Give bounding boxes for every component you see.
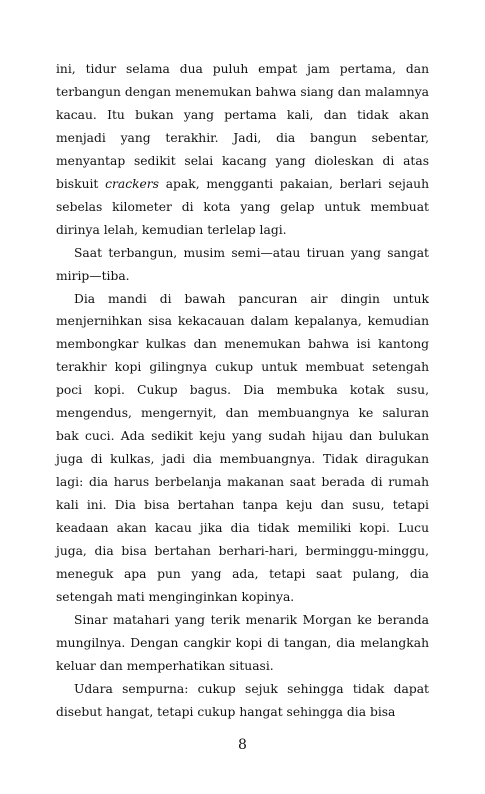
paragraph-1 bbox=[56, 58, 429, 242]
body-text bbox=[56, 58, 429, 724]
paragraph-2-text: Saat terbangun, musim semi—atau tiruan yang sangat mirip—tiba. bbox=[56, 245, 429, 283]
paragraph-1-italic-crackers: crackers bbox=[105, 176, 159, 191]
paragraph-1-text-2: apak, mengganti pakaian, berlari sejauh sebelas kilometer di kota yang gelap untuk membuat dirinya lelah, kemudian terlelap lagi. bbox=[56, 176, 429, 237]
paragraph-5 bbox=[56, 678, 429, 724]
paragraph-3 bbox=[56, 288, 429, 609]
paragraph-4 bbox=[56, 609, 429, 678]
paragraph-4-text: Sinar matahari yang terik menarik Morgan ke beranda mungilnya. Dengan cangkir kopi di tangan, dia melangkah keluar dan memperhatikan situasi. bbox=[56, 612, 429, 673]
paragraph-2 bbox=[56, 242, 429, 288]
page-number: 8 bbox=[238, 737, 247, 753]
paragraph-1-text-1: ini, tidur selama dua puluh empat jam pertama, dan terbangun dengan menemukan bahwa siang dan malamnya kacau. Itu bukan yang pertama kali, dan tidak akan menjadi yang terakhir. Jadi, dia bangun sebentar, menyantap sedikit selai kacang yang dioleskan di atas biskuit bbox=[56, 62, 429, 191]
paragraph-5-text: Udara sempurna: cukup sejuk sehingga tidak dapat disebut hangat, tetapi cukup hangat sehingga dia bisa bbox=[56, 681, 429, 719]
paragraph-3-text: Dia mandi di bawah pancuran air dingin untuk menjernihkan sisa kekacauan dalam kepalanya, kemudian membongkar kulkas dan menemukan bahwa isi kantong terakhir kopi gilingnya cukup untuk membuat setengah poci kopi. Cukup bagus. Dia membuka kotak susu, mengendus, mengernyit, dan membuangnya ke saluran bak cuci. Ada sedikit keju yang sudah hijau dan bulukan juga di kulkas, jadi dia membuangnya. Tidak diragukan lagi: dia harus berbelanja makanan saat berada di rumah kali ini. Dia bisa bertahan tanpa keju dan susu, tetapi keadaan akan kacau jika dia tidak memiliki kopi. Lucu juga, dia bisa bertahan berhari-hari, berminggu-minggu, meneguk apa pun yang ada, tetapi saat pulang, dia setengah mati menginginkan kopinya. bbox=[56, 291, 429, 604]
